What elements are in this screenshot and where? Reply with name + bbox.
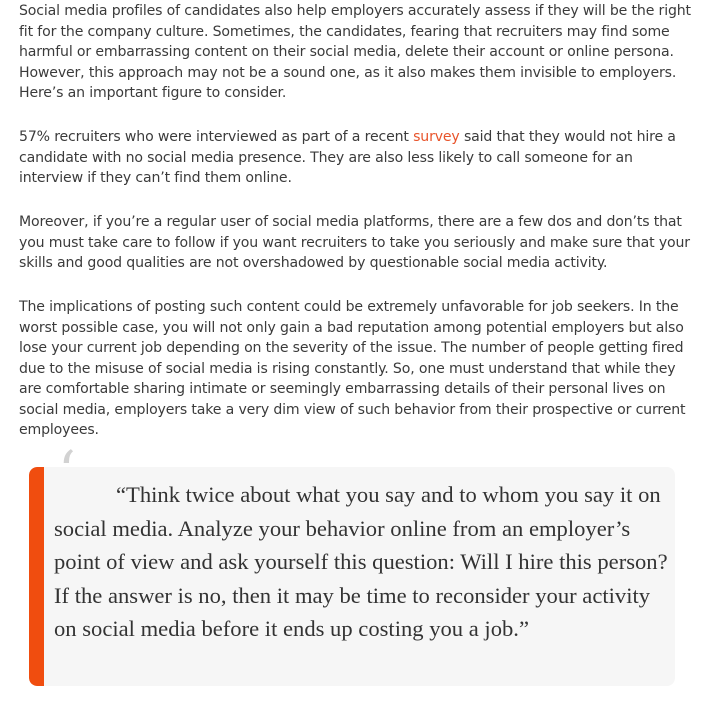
paragraph-dos-and-donts: Moreover, if you’re a regular user of social media platforms, there are a few dos and don’ts that you must take care to follow if you want recruiters to take you seriously and make sure that your skills and good qualities are not overshadowed by questionable social media activity. <box>19 214 690 271</box>
paragraph-implications: The implications of posting such content could be extremely unfavorable for job seekers. In the worst possible case, you will not only gain a bad reputation among potential employers but also lose your current job depending on the severity of the issue. The number of people getting fired due to the misuse of social media is rising constantly. So, one must understand that while they are comfortable sharing intimate or seemingly embarrassing details of their personal lives on social media, employers take a very dim view of such behavior from their prospective or current employees. <box>19 299 686 438</box>
quote-accent-bar <box>29 467 44 686</box>
pull-quote-text: “Think twice about what you say and to whom you say it on social media. Analyze your behavior online from an employer’s point of view and ask yourself this question: Will I hire this person? If the answer is no, then it may be time to reconsider your activity on social media before it ends up costing you a job.” <box>54 482 668 641</box>
paragraph-recruiter-stat-end: said that they would not hire a candidate with no social media presence. They are also less likely to call someone for an interview if they can’t find them online. <box>19 129 676 186</box>
quote-mark-icon: ‘ <box>58 440 76 505</box>
paragraph-recruiter-stat <box>19 127 699 189</box>
paragraph-recruiter-stat-start: 57% recruiters who were interviewed as part of a recent <box>19 129 414 145</box>
paragraph-social-profiles: Social media profiles of candidates also help employers accurately assess if they will be the right fit for the company culture. Sometimes, the candidates, fearing that recruiters may find some harmful or embarrassing content on their social media, delete their account or online persona. However, this approach may not be a sound one, as it also makes them invisible to employers. Here’s an important figure to consider. <box>19 3 691 101</box>
survey-link[interactable]: survey <box>413 129 460 145</box>
